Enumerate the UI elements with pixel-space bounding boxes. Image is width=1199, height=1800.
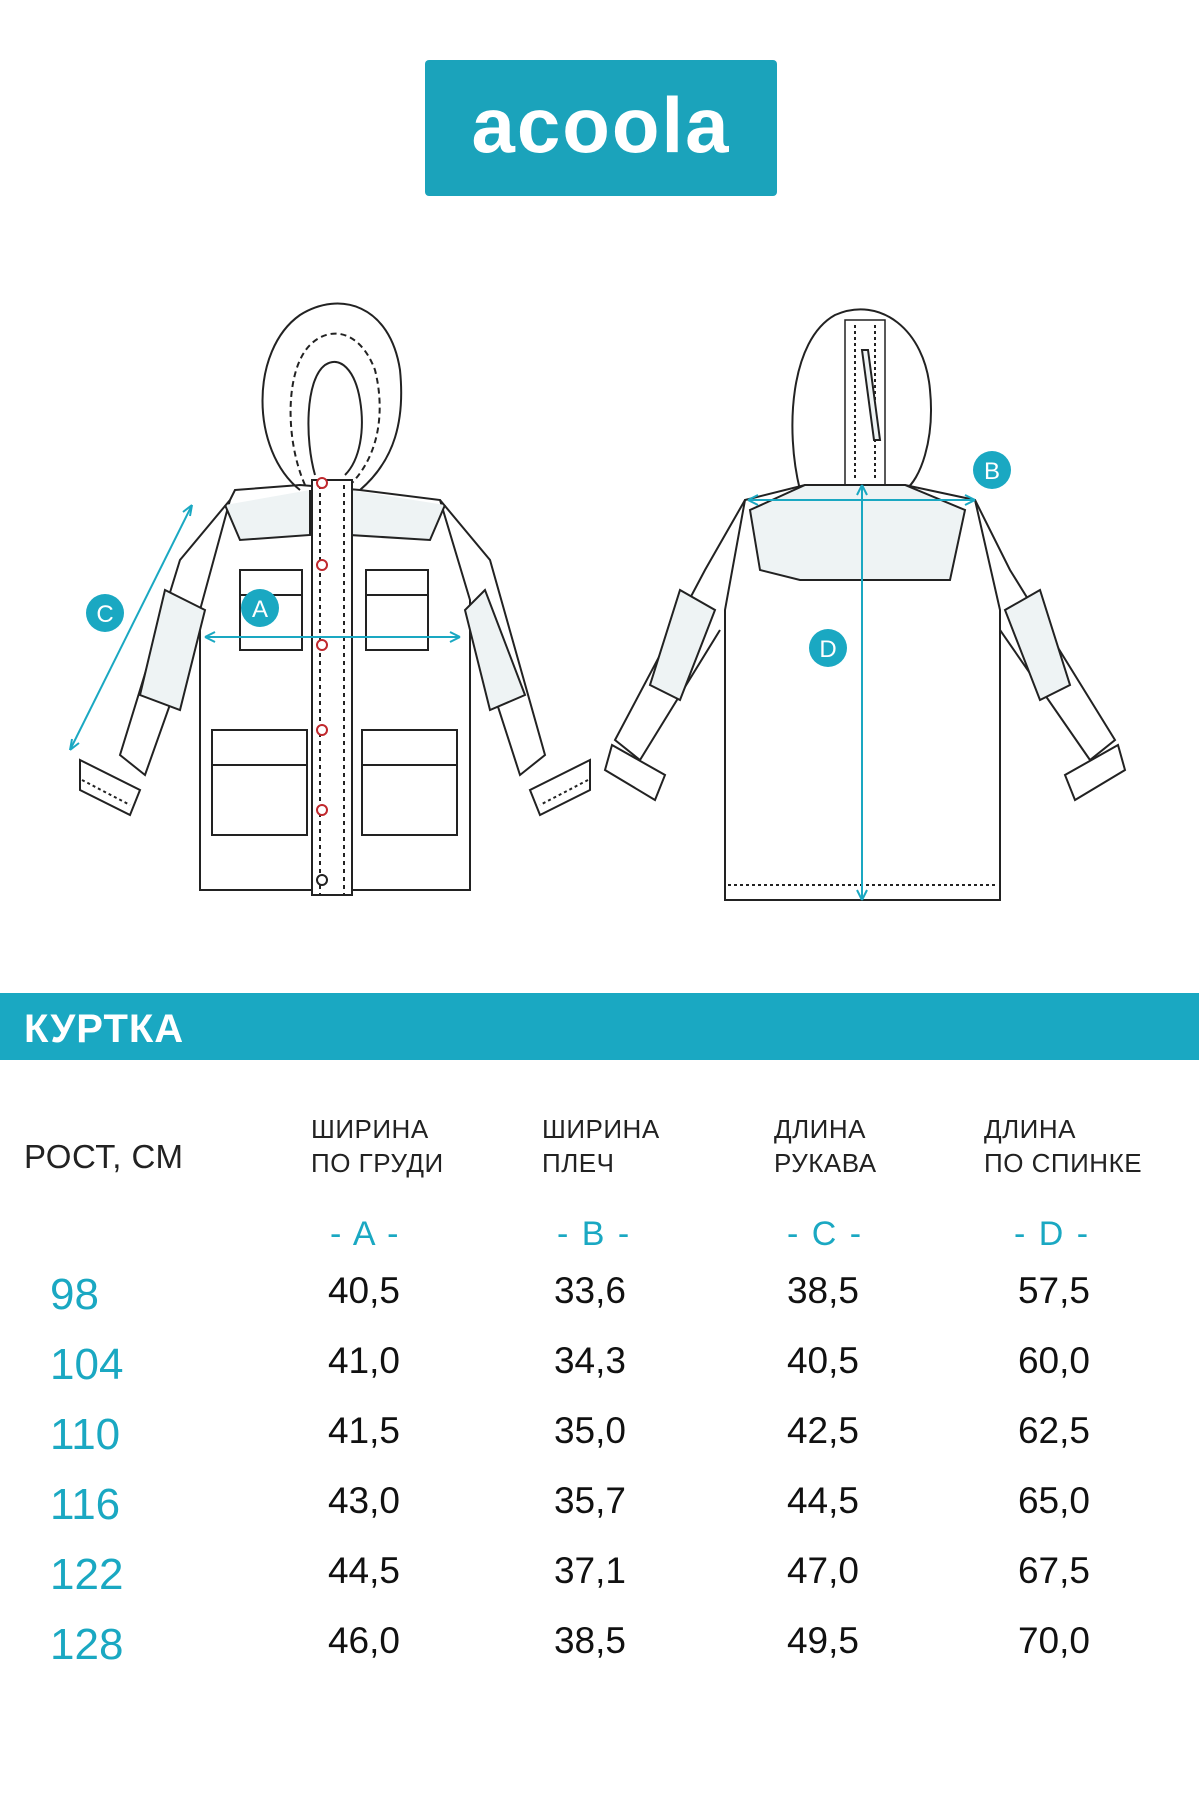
value-cell: 60,0	[1017, 1340, 1090, 1381]
column-header-back	[984, 1112, 1142, 1180]
column-letter-a: - A -	[330, 1215, 401, 1253]
column-header-line1: ШИРИНА	[542, 1114, 660, 1144]
table-row	[0, 1340, 1199, 1400]
value-cell: 57,5	[1017, 1270, 1090, 1311]
value-cell: 33,6	[553, 1270, 626, 1311]
marker-b	[973, 451, 1011, 489]
svg-text:D: D	[819, 636, 837, 663]
table-row	[0, 1270, 1199, 1330]
logo-text: acoola	[471, 81, 731, 169]
column-letter-b: - B -	[557, 1215, 632, 1253]
column-header-line1: ДЛИНА	[984, 1114, 1076, 1144]
value-cell: 38,5	[553, 1620, 626, 1661]
value-cell: 44,5	[786, 1480, 859, 1521]
back-view	[605, 309, 1125, 900]
value-cell: 44,5	[327, 1550, 400, 1591]
column-header-line2: ПО СПИНКЕ	[984, 1148, 1143, 1178]
value-cell: 40,5	[786, 1340, 859, 1381]
column-header-chest	[311, 1112, 444, 1180]
jacket-technical-drawing	[0, 290, 1199, 930]
column-header-line2: РУКАВА	[774, 1148, 877, 1178]
brand-logo	[425, 60, 777, 196]
height-cell: 110	[50, 1410, 121, 1459]
marker-d	[809, 629, 847, 667]
column-header-line2: ПЛЕЧ	[542, 1148, 615, 1178]
value-cell: 35,7	[553, 1480, 626, 1521]
svg-text:C: C	[96, 601, 114, 628]
column-header-line1: ДЛИНА	[774, 1114, 866, 1144]
value-cell: 43,0	[327, 1480, 400, 1521]
table-row	[0, 1550, 1199, 1610]
height-cell: 104	[50, 1340, 124, 1389]
height-cell: 116	[50, 1480, 121, 1529]
row-header: РОСТ, СМ	[24, 1138, 184, 1175]
marker-a	[241, 589, 279, 627]
height-cell: 98	[50, 1270, 99, 1319]
value-cell: 47,0	[786, 1550, 859, 1591]
front-view	[80, 304, 590, 895]
svg-text:A: A	[251, 596, 269, 623]
table-row	[0, 1410, 1199, 1470]
column-header-line2: ПО ГРУДИ	[311, 1148, 444, 1178]
value-cell: 62,5	[1017, 1410, 1090, 1451]
marker-c	[86, 594, 124, 632]
value-cell: 65,0	[1017, 1480, 1090, 1521]
section-title: КУРТКА	[24, 1007, 185, 1051]
column-header-line1: ШИРИНА	[311, 1114, 429, 1144]
value-cell: 42,5	[786, 1410, 859, 1451]
table-row	[0, 1620, 1199, 1680]
table-row	[0, 1480, 1199, 1540]
column-letter-d: - D -	[1014, 1215, 1091, 1253]
value-cell: 40,5	[327, 1270, 400, 1311]
value-cell: 41,5	[327, 1410, 400, 1451]
column-header-shoulders	[542, 1112, 660, 1180]
column-letter-c: - C -	[787, 1215, 864, 1253]
svg-text:B: B	[983, 458, 1001, 485]
value-cell: 67,5	[1017, 1550, 1090, 1591]
value-cell: 37,1	[553, 1550, 626, 1591]
value-cell: 35,0	[553, 1410, 626, 1451]
value-cell: 38,5	[786, 1270, 859, 1311]
value-cell: 34,3	[553, 1340, 626, 1381]
column-header-sleeve	[774, 1112, 877, 1180]
height-cell: 128	[50, 1620, 124, 1669]
value-cell: 70,0	[1017, 1620, 1090, 1661]
value-cell: 46,0	[327, 1620, 400, 1661]
value-cell: 41,0	[327, 1340, 400, 1381]
section-header-band	[0, 993, 1199, 1060]
height-cell: 122	[50, 1550, 124, 1599]
value-cell: 49,5	[786, 1620, 859, 1661]
logo-wordmark	[425, 60, 777, 196]
